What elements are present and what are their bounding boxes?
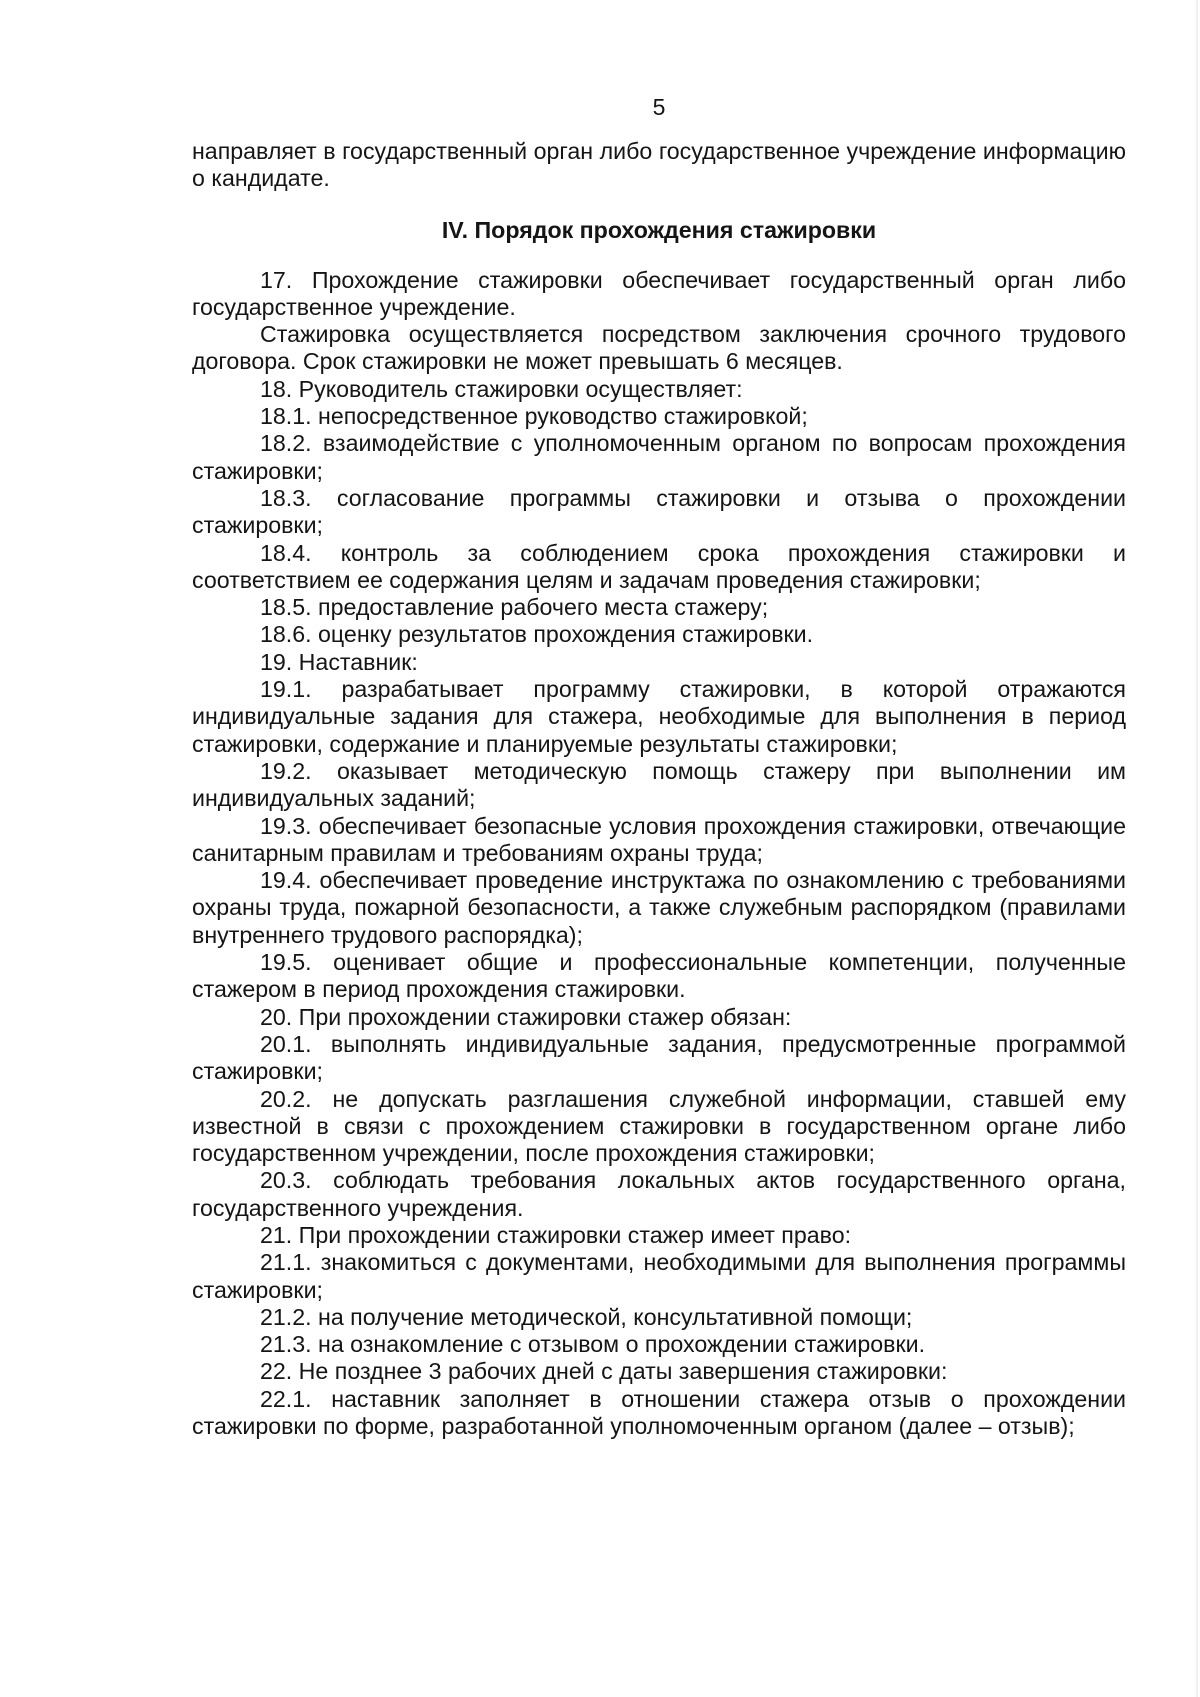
- section-heading: IV. Порядок прохождения стажировки: [441, 216, 877, 243]
- paragraph-21-3: 21.3. на ознакомление с отзывом о прохождении стажировки.: [260, 1331, 926, 1358]
- paragraph-18-5: 18.5. предоставление рабочего места стажеру;: [260, 594, 769, 621]
- scan-edge-shadow: [1195, 0, 1198, 1697]
- paragraph-21-2: 21.2. на получение методической, консультативной помощи;: [260, 1303, 913, 1330]
- page-number: 5: [652, 94, 666, 120]
- paragraph-19-4: 19.4. обеспечивает проведение инструктажа по ознакомлению с требованиями охраны труда, пожарной безопасности, а также служебным распорядком (правилами внутреннего трудового распорядка);: [192, 867, 1126, 948]
- paragraph-18-6: 18.6. оценку результатов прохождения стажировки.: [260, 621, 814, 648]
- paragraph-18: 18. Руководитель стажировки осуществляет:: [260, 375, 743, 402]
- paragraph-17-internship-contract: Стажировка осуществляется посредством заключения срочного трудового договора. Срок стажировки не может превышать 6 месяцев.: [192, 321, 1126, 375]
- paragraph-22: 22. Не позднее 3 рабочих дней с даты завершения стажировки:: [260, 1358, 948, 1385]
- paragraph-19-5: 19.5. оценивает общие и профессиональные компетенции, полученные стажером в период прохождения стажировки.: [192, 949, 1126, 1003]
- paragraph-18-3: 18.3. согласование программы стажировки и отзыва о прохождении стажировки;: [192, 484, 1126, 539]
- paragraph-21: 21. При прохождении стажировки стажер имеет право:: [260, 1221, 852, 1248]
- paragraph-18-4: 18.4. контроль за соблюдением срока прохождения стажировки и соответствием ее содержания целям и задачам проведения стажировки;: [192, 539, 1126, 593]
- paragraph-19-3: 19.3. обеспечивает безопасные условия прохождения стажировки, отвечающие санитарным правилам и требованиям охраны труда;: [192, 812, 1126, 866]
- paragraph-18-1: 18.1. непосредственное руководство стажировкой;: [260, 403, 808, 430]
- paragraph-19: 19. Наставник:: [260, 648, 418, 675]
- paragraph-20-3: 20.3. соблюдать требования локальных актов государственного органа, государственного учреждения.: [192, 1167, 1126, 1221]
- paragraph-21-1: 21.1. знакомиться с документами, необходимыми для выполнения программы стажировки;: [192, 1249, 1126, 1303]
- paragraph-19-1: 19.1. разрабатывает программу стажировки, в которой отражаются индивидуальные задания для стажера, необходимые для выполнения в период стажировки, содержание и планируемые результаты стажировки;: [192, 676, 1126, 757]
- paragraph-20: 20. При прохождении стажировки стажер обязан:: [260, 1003, 792, 1030]
- paragraph-17: 17. Прохождение стажировки обеспечивает государственный орган либо государственное учреждение.: [192, 266, 1126, 320]
- paragraph-22-1: 22.1. наставник заполняет в отношении стажера отзыв о прохождении стажировки по форме, разработанной уполномоченным органом (далее – отзыв);: [192, 1385, 1126, 1440]
- paragraph-20-1: 20.1. выполнять индивидуальные задания, предусмотренные программой стажировки;: [192, 1030, 1126, 1085]
- intro-paragraph: направляет в государственный орган либо государственное учреждение информацию о кандидате.: [192, 138, 1126, 192]
- document-body: [192, 138, 1126, 1440]
- paragraph-19-2: 19.2. оказывает методическую помощь стажеру при выполнении им индивидуальных заданий;: [192, 757, 1126, 812]
- paragraph-20-2: 20.2. не допускать разглашения служебной информации, ставшей ему известной в связи с прохождением стажировки в государственном органе либо государственном учреждении, после прохождения стажировки;: [192, 1085, 1126, 1167]
- paragraph-18-2: 18.2. взаимодействие с уполномоченным органом по вопросам прохождения стажировки;: [192, 430, 1126, 484]
